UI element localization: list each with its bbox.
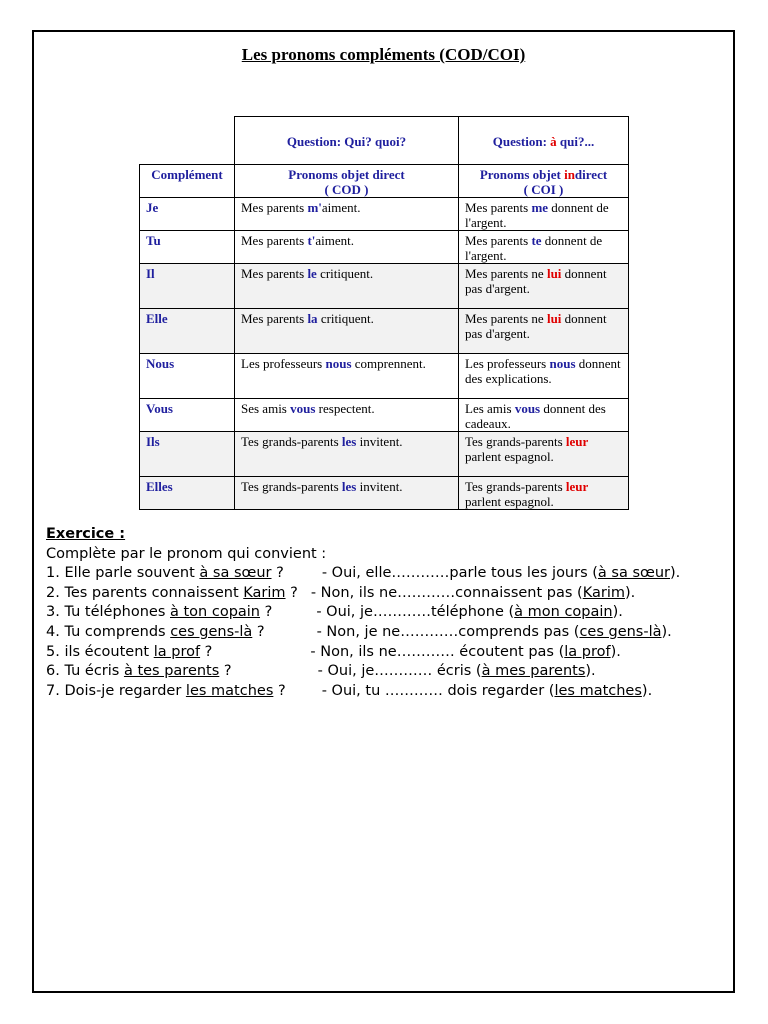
coi-example: Tes grands-parents leur parlent espagnol. <box>459 477 629 510</box>
pronoun-cell: Nous <box>140 354 235 399</box>
question-row <box>140 117 629 165</box>
pronoun-cell: Je <box>140 198 235 231</box>
coi-example: Mes parents ne lui donnent pas d'argent. <box>459 264 629 309</box>
coi-example: Mes parents ne lui donnent pas d'argent. <box>459 309 629 354</box>
page-title: Les pronoms compléments (COD/COI) <box>241 45 526 64</box>
coi-example: Mes parents me donnent de l'argent. <box>459 198 629 231</box>
table-row <box>140 477 629 510</box>
exercise-item-7: 7. Dois-je regarder les matches ? - Oui, tu ………… dois regarder (les matches). <box>46 682 653 699</box>
exercise-item-1: 1. Elle parle souvent à sa sœur ? - Oui, elle…………parle tous les jours (à sa sœur). <box>46 565 681 582</box>
table-row <box>140 198 629 231</box>
table-row <box>140 399 629 432</box>
cod-example: Mes parents le critiquent. <box>235 264 459 309</box>
table-corner <box>140 117 235 165</box>
question-coi: Question: à qui?... <box>459 117 629 165</box>
cod-example: Mes parents t'aiment. <box>235 231 459 264</box>
coi-example: Mes parents te donnent de l'argent. <box>459 231 629 264</box>
cod-example: Les professeurs nous comprennent. <box>235 354 459 399</box>
pronoun-cell: Il <box>140 264 235 309</box>
exercise-item-6: 6. Tu écris à tes parents ? - Oui, je………… écris (à mes parents). <box>46 663 596 680</box>
pronoun-cell: Ils <box>140 432 235 477</box>
coi-example: Les professeurs nous donnent des explications. <box>459 354 629 399</box>
table-row <box>140 309 629 354</box>
header-cod: Pronoms objet direct ( COD ) <box>235 165 459 198</box>
pronoun-cell: Elle <box>140 309 235 354</box>
cod-example: Mes parents la critiquent. <box>235 309 459 354</box>
pronoun-cell: Elles <box>140 477 235 510</box>
exercise-item-2: 2. Tes parents connaissent Karim ? - Non, ils ne…………connaissent pas (Karim). <box>46 584 636 601</box>
table-row <box>140 231 629 264</box>
exercise-item-3: 3. Tu téléphones à ton copain ? - Oui, je…………téléphone (à mon copain). <box>46 604 623 621</box>
cod-example: Ses amis vous respectent. <box>235 399 459 432</box>
header-row <box>140 165 629 198</box>
cod-example: Tes grands-parents les invitent. <box>235 477 459 510</box>
cod-example: Mes parents m'aiment. <box>235 198 459 231</box>
header-complement: Complément <box>140 165 235 198</box>
question-cod: Question: Qui? quoi? <box>235 117 459 165</box>
exercise-section <box>46 525 726 701</box>
table-row <box>140 354 629 399</box>
table-row <box>140 264 629 309</box>
coi-example: Les amis vous donnent des cadeaux. <box>459 399 629 432</box>
exercise-title: Exercice : <box>46 526 126 542</box>
pronoun-table <box>139 116 629 510</box>
exercise-item-4: 4. Tu comprends ces gens-là ? - Non, je ne…………comprends pas (ces gens-là). <box>46 623 672 640</box>
header-coi: Pronoms objet indirect ( COI ) <box>459 165 629 198</box>
pronoun-cell: Tu <box>140 231 235 264</box>
table-row <box>140 432 629 477</box>
cod-example: Tes grands-parents les invitent. <box>235 432 459 477</box>
exercise-instruction: Complète par le pronom qui convient : <box>46 545 327 562</box>
pronoun-cell: Vous <box>140 399 235 432</box>
coi-example: Tes grands-parents leur parlent espagnol. <box>459 432 629 477</box>
exercise-item-5: 5. ils écoutent la prof ? - Non, ils ne………… écoutent pas (la prof). <box>46 643 621 660</box>
